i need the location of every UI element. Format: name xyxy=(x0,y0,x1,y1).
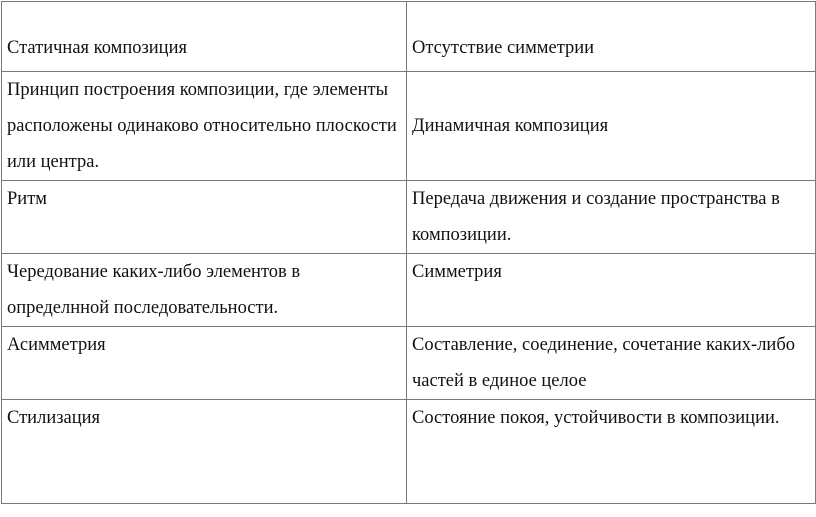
table-row xyxy=(2,72,816,181)
table-cell-left: Асимметрия xyxy=(2,327,407,400)
table-cell-right: Симметрия xyxy=(407,254,816,327)
table-cell-left: Ритм xyxy=(2,181,407,254)
table-cell-left: Принцип построения композиции, где элементы расположены одинаково относительно плоскости или центра. xyxy=(2,72,407,181)
table-row xyxy=(2,181,816,254)
table-row xyxy=(2,254,816,327)
table-cell-left: Статичная композиция xyxy=(2,2,407,72)
table-cell-right: Передача движения и создание пространства в композиции. xyxy=(407,181,816,254)
table-cell-right: Состояние покоя, устойчивости в композиции. xyxy=(407,400,816,504)
table-cell-right: Динамичная композиция xyxy=(407,72,816,181)
table-row xyxy=(2,327,816,400)
table-cell-right: Составление, соединение, сочетание каких-либо частей в единое целое xyxy=(407,327,816,400)
matching-table xyxy=(1,1,816,504)
table-cell-left: Чередование каких-либо элементов в определнной последовательности. xyxy=(2,254,407,327)
table-cell-right: Отсутствие симметрии xyxy=(407,2,816,72)
table-row xyxy=(2,400,816,504)
table-row xyxy=(2,2,816,72)
table-cell-left: Стилизация xyxy=(2,400,407,504)
